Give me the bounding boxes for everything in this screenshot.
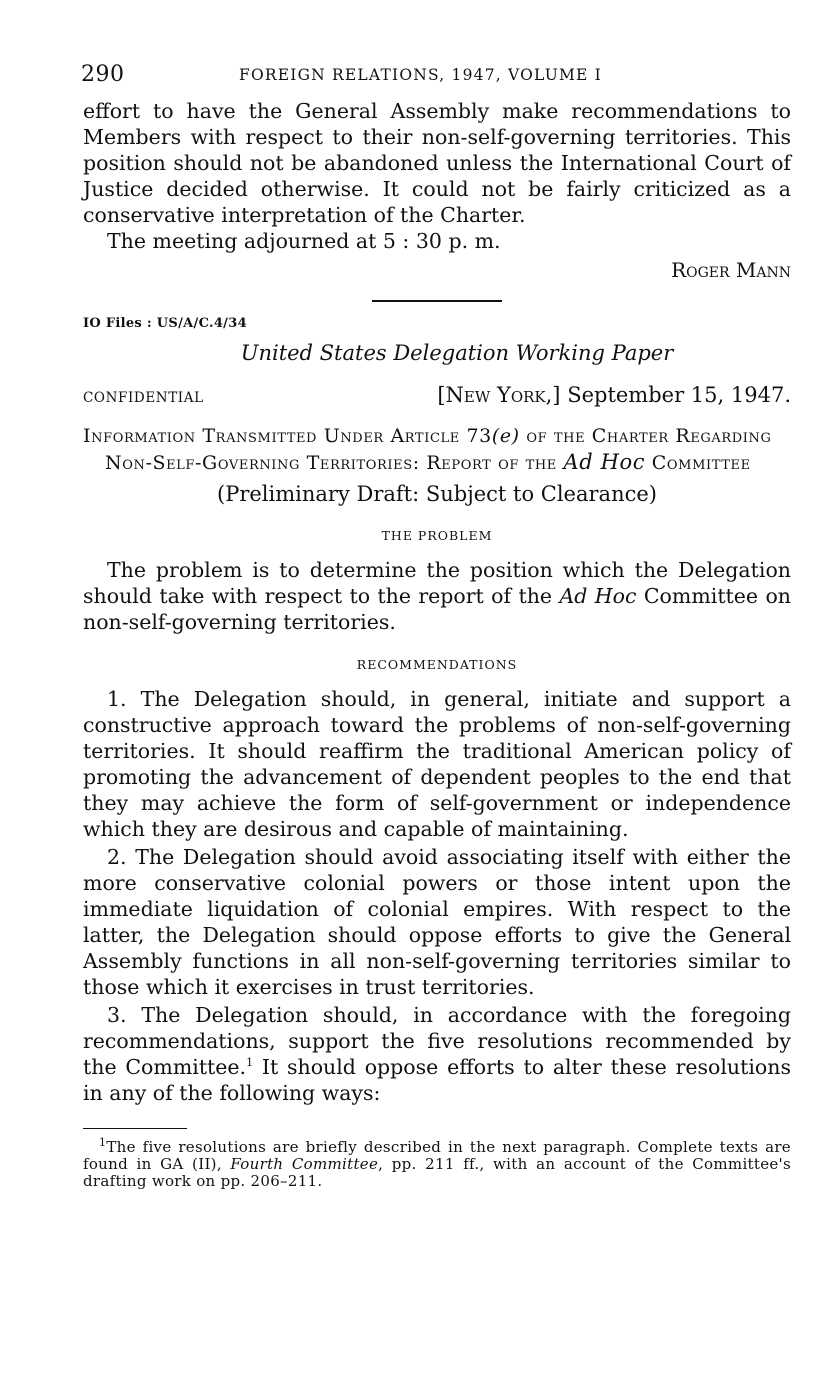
recommendation-3 (83, 1002, 791, 1106)
problem-text-italic: Ad Hoc (559, 584, 637, 608)
footnote-reference: 1 (246, 1056, 254, 1070)
heading-italic: Ad Hoc (563, 450, 646, 474)
document-page (83, 62, 791, 1205)
page-header (83, 62, 791, 98)
dateline-place: [New York,] (437, 383, 561, 407)
page-number: 290 (81, 62, 125, 87)
dateline (437, 383, 791, 407)
recommendation-2: 2. The Delegation should avoid associating itself with either the more conservative colonial powers or those intent upon the immediate liquidation of colonial empires. With respect to the latter, the Delegation should oppose efforts to give the General Assembly functions in all non-self-governing territories similar to those which it exercises in trust territories. (83, 845, 791, 999)
recommendations-heading: RECOMMENDATIONS (356, 657, 518, 672)
continuation-paragraph: effort to have the General Assembly make recommendations to Members with respect to their non-self-governing territories. This position should not be abandoned unless the International Court of Justice decided otherwise. It could not be fairly criticized as a conservative interpretation of the Charter. (83, 99, 791, 227)
document-heading (83, 423, 791, 476)
document-subtitle: (Preliminary Draft: Subject to Clearance) (217, 482, 657, 506)
recommendation-3-text-end: It should oppose efforts to alter these resolutions in any of the following ways: (83, 1055, 791, 1105)
document-title: United States Delegation Working Paper (240, 341, 674, 365)
problem-text-end: Committee on non-self-governing territories. (83, 584, 791, 634)
classification-label: CONFIDENTIAL (83, 390, 204, 406)
dateline-date: September 15, 1947. (567, 383, 791, 407)
footnote-divider (83, 1128, 187, 1129)
recommendation-1: 1. The Delegation should, in general, initiate and support a constructive approach toward the problems of non-self-governing territories. It should reaffirm the traditional American policy of promoting the advancement of dependent peoples to the end that they may achieve the form of self-government or independence which they are desirous and capable of maintaining. (83, 687, 791, 841)
file-reference: IO Files : US/A/C.4/34 (83, 316, 247, 331)
classification-row (83, 383, 791, 407)
meeting-adjourned-text: The meeting adjourned at 5 : 30 p. m. (107, 229, 501, 253)
problem-paragraph (83, 557, 791, 635)
footnote-marker: 1 (99, 1136, 107, 1149)
section-divider (372, 300, 502, 302)
heading-part-3: Committee (651, 452, 751, 474)
recommendation-3-text: 3. The Delegation should, in accordance with the foregoing recommendations, support the five resolutions recommended by the Committee. (83, 1003, 791, 1079)
heading-part-1: Information Transmitted Under Article 73 (83, 425, 492, 447)
footnote (83, 1136, 791, 1190)
footnote-text-end: , pp. 211 ff., with an account of the Committee's drafting work on pp. 206–211. (83, 1155, 791, 1190)
footnote-text-italic: Fourth Committee (230, 1155, 379, 1173)
problem-heading: THE PROBLEM (381, 528, 493, 543)
problem-text-start: The problem is to determine the position which the Delegation should take with respect to the report of the (83, 558, 791, 608)
signature: Roger Mann (671, 258, 791, 282)
heading-part-2: of the Charter Regarding Non-Self-Governing Territories: Report of the (105, 425, 772, 474)
footnote-text-start: The five resolutions are briefly described in the next paragraph. Complete texts are found in GA (II), (83, 1138, 791, 1173)
running-head: FOREIGN RELATIONS, 1947, VOLUME I (239, 66, 602, 84)
heading-article-letter: (e) (491, 425, 520, 447)
